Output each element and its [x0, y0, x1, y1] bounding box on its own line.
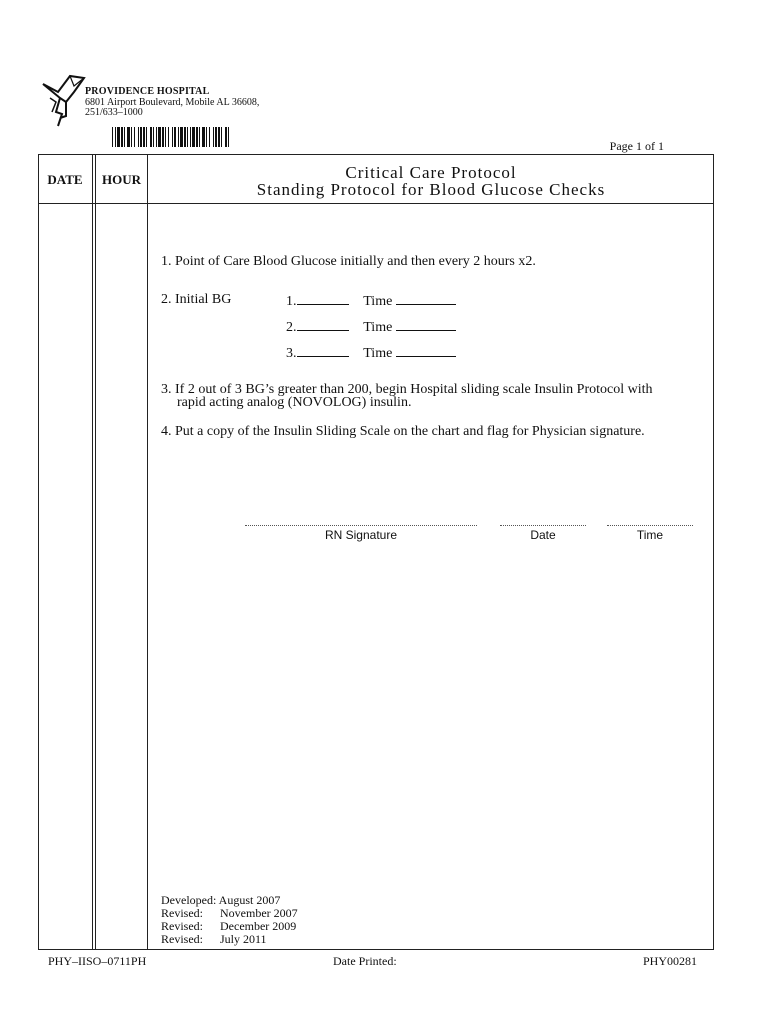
- time-signature-line[interactable]: [607, 525, 693, 526]
- bg-reading-number: 2.: [286, 320, 297, 335]
- rn-signature-label: RN Signature: [324, 528, 398, 542]
- revision-date: July 2011: [220, 932, 267, 946]
- protocol-item-3: [161, 383, 652, 409]
- protocol-subtitle: Standing Protocol for Blood Glucose Checks: [256, 180, 606, 199]
- time-signature-label: Time: [636, 528, 664, 542]
- hospital-logo-icon: [40, 72, 88, 128]
- barcode: [112, 127, 230, 147]
- revision-date: November 2007: [220, 906, 298, 920]
- bg-reading-number: 1.: [286, 294, 297, 309]
- protocol-item-3-line1: 3. If 2 out of 3 BG’s greater than 200, begin Hospital sliding scale Insulin Protocol with: [161, 382, 653, 397]
- hour-column-divider: [147, 154, 148, 950]
- revision-label: Revised:: [161, 919, 203, 933]
- date-column-divider: [92, 154, 93, 950]
- date-signature-line[interactable]: [500, 525, 586, 526]
- rn-signature-line[interactable]: [245, 525, 477, 526]
- protocol-item-2-label: 2. Initial BG: [161, 292, 232, 307]
- protocol-item-1: 1. Point of Care Blood Glucose initially and then every 2 hours x2.: [161, 254, 536, 269]
- bg-reading-row: [286, 318, 456, 336]
- bg-reading-row: [286, 292, 456, 310]
- revision-label: Revised:: [161, 932, 203, 946]
- protocol-item-3-line2: rapid acting analog (NOVOLOG) insulin.: [177, 395, 412, 410]
- date-signature-label: Date: [530, 528, 556, 542]
- form-code: PHY–IISO–0711PH: [48, 954, 147, 968]
- revision-date: December 2009: [220, 919, 297, 933]
- form-table: [38, 154, 714, 950]
- bg-reading-time-field[interactable]: [396, 292, 456, 305]
- revision-row: [161, 932, 267, 947]
- bg-reading-field[interactable]: [297, 292, 349, 305]
- bg-reading-time-field[interactable]: [396, 344, 456, 357]
- bg-reading-time-label: Time: [363, 346, 393, 361]
- hospital-address: 6801 Airport Boulevard, Mobile AL 36608,: [85, 97, 260, 108]
- bg-reading-field[interactable]: [297, 318, 349, 331]
- document-id: PHY00281: [642, 954, 697, 968]
- developed-date: Developed: August 2007: [161, 893, 281, 907]
- date-printed-label: Date Printed:: [333, 954, 397, 968]
- bg-reading-time-label: Time: [363, 294, 393, 309]
- protocol-title: Critical Care Protocol: [345, 163, 517, 182]
- bg-reading-time-field[interactable]: [396, 318, 456, 331]
- revision-label: Revised:: [161, 906, 203, 920]
- header-row-divider: [38, 203, 714, 204]
- bg-reading-field[interactable]: [297, 344, 349, 357]
- hospital-phone: 251/633–1000: [85, 107, 143, 118]
- hospital-name: PROVIDENCE HOSPITAL: [85, 86, 210, 97]
- bg-reading-time-label: Time: [363, 320, 393, 335]
- bg-reading-number: 3.: [286, 346, 297, 361]
- bg-reading-row: [286, 344, 456, 362]
- date-column-divider-double: [95, 154, 96, 950]
- hour-column-header: HOUR: [102, 172, 141, 187]
- date-column-header: DATE: [47, 172, 83, 187]
- page-number: Page 1 of 1: [609, 139, 664, 153]
- protocol-item-4: 4. Put a copy of the Insulin Sliding Scale on the chart and flag for Physician signature.: [161, 424, 645, 439]
